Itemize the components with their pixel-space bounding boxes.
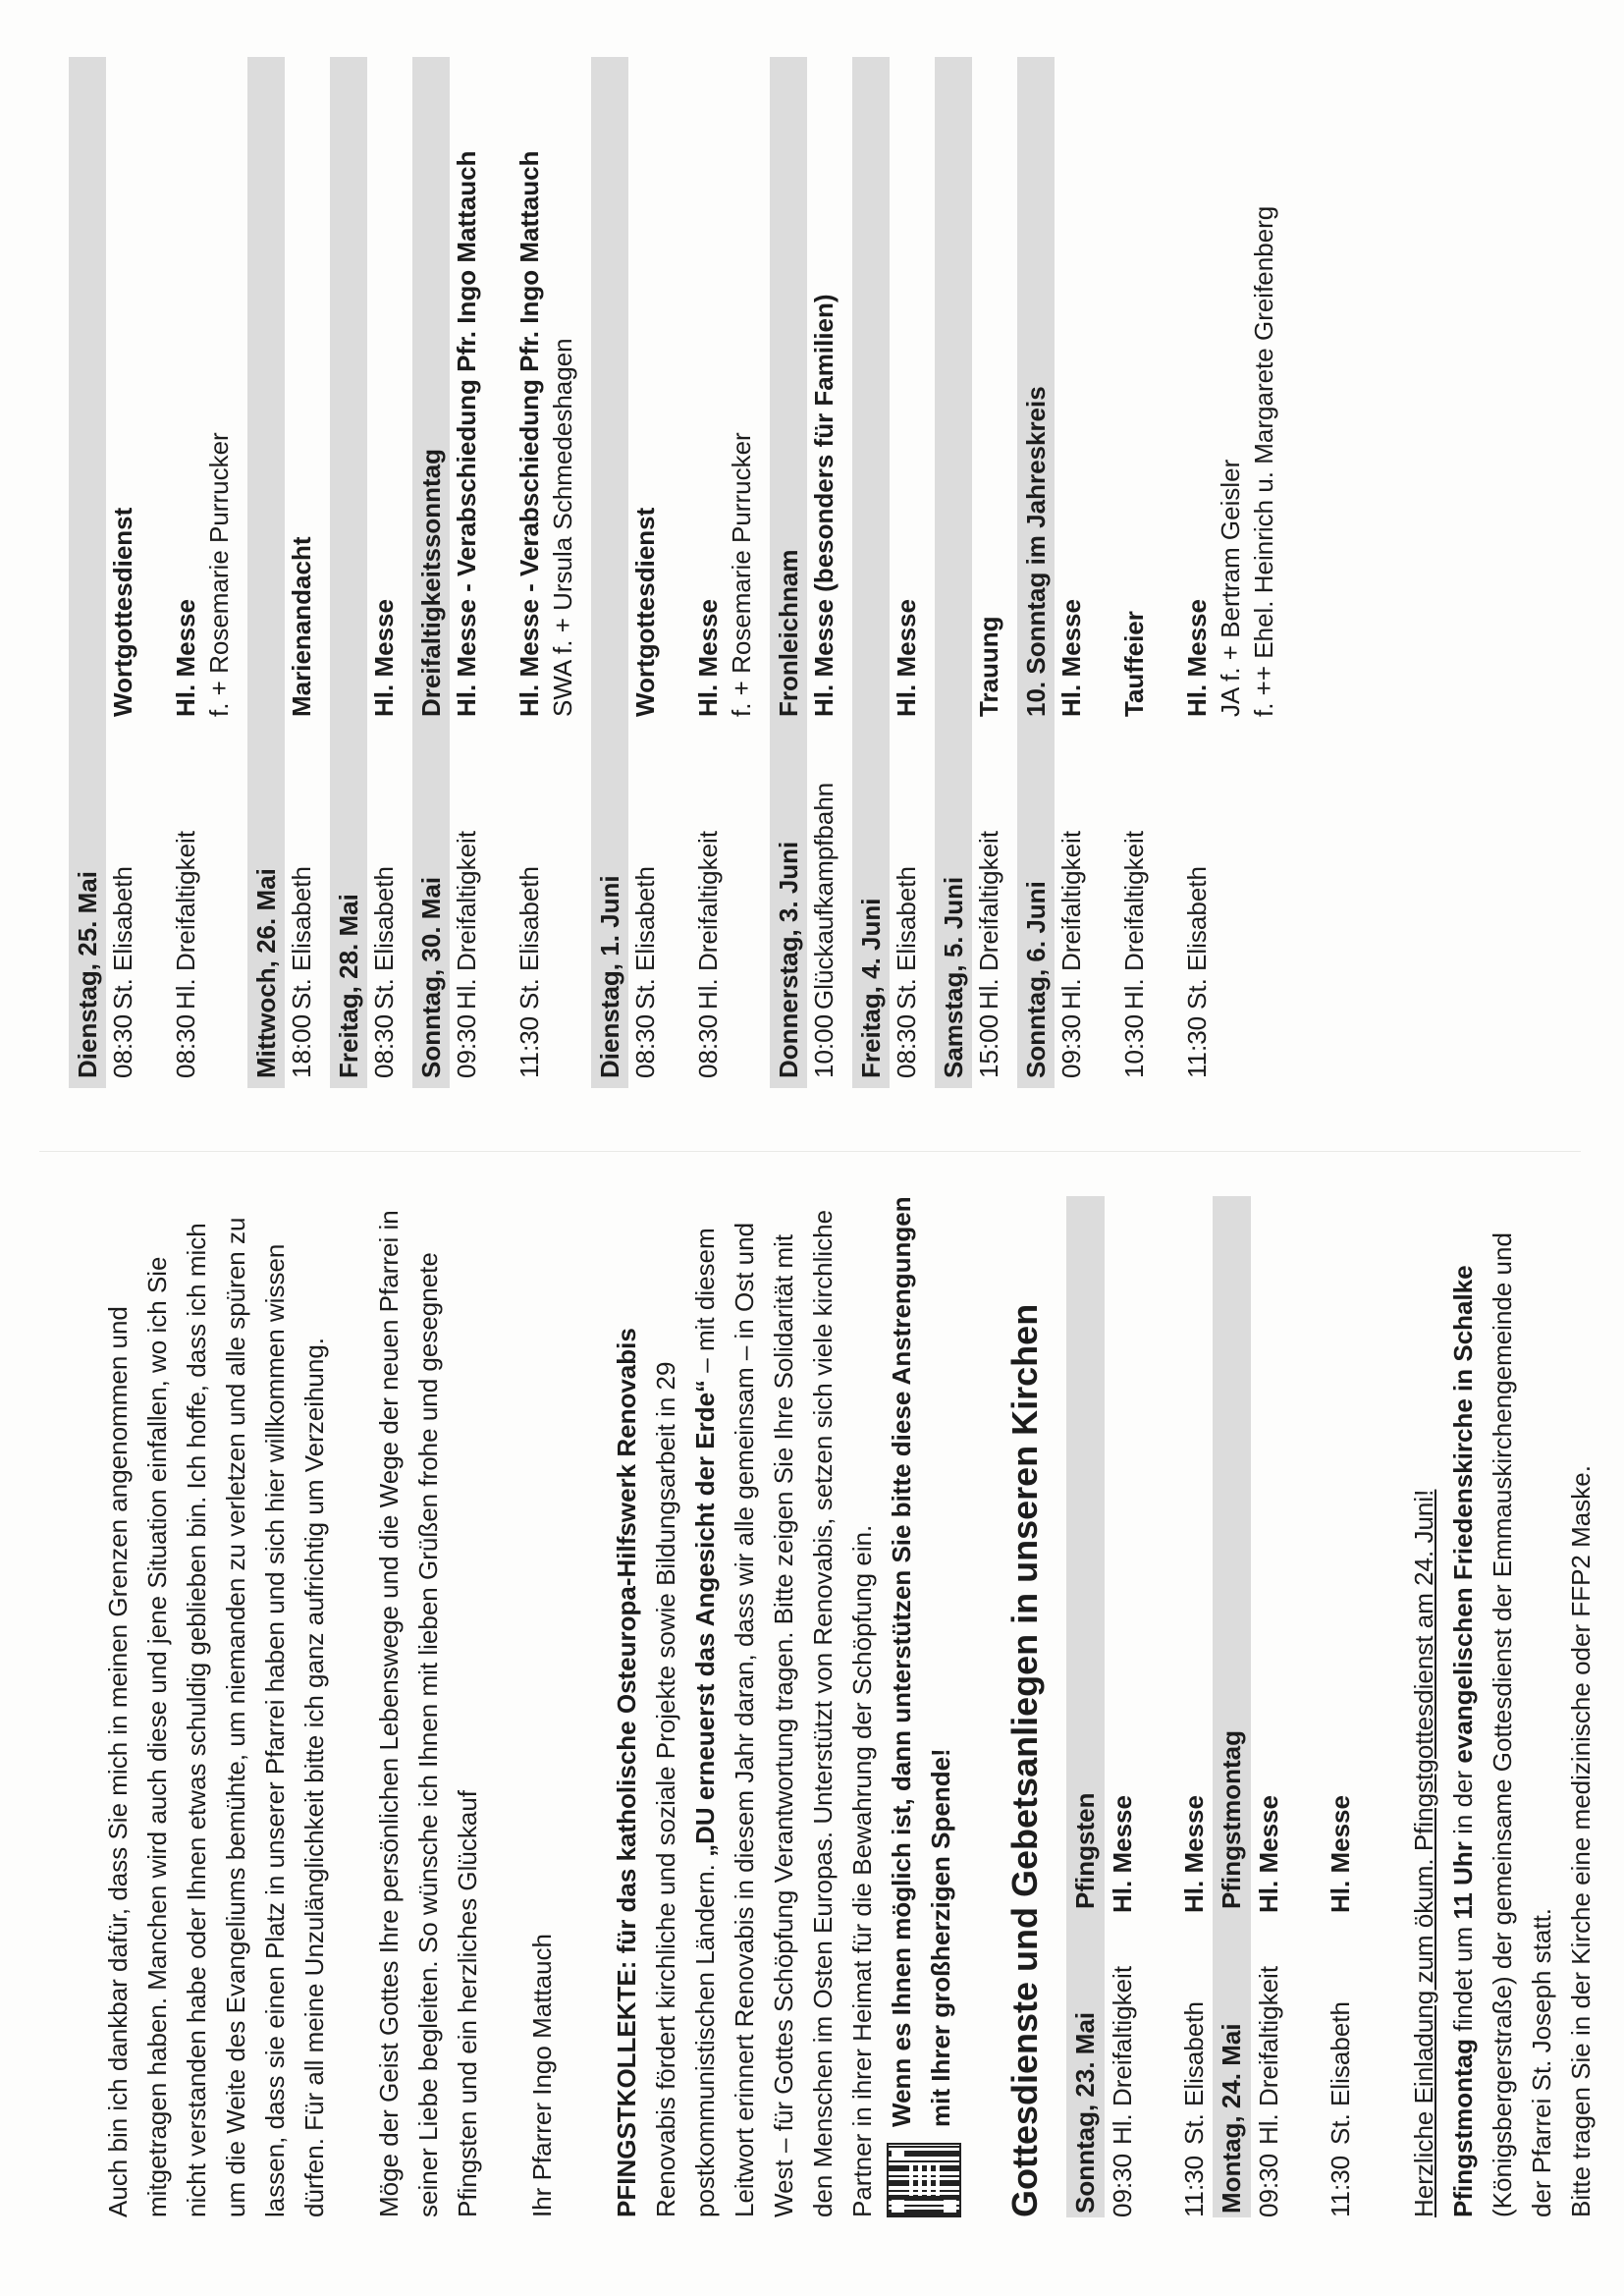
day-date: Samstag, 5. Juni	[939, 876, 968, 1078]
kollekte-heading: PFINGSTKOLLEKTE: für das katholische Osteuropa-Hilfswerk Renovabis	[612, 1328, 641, 2217]
schedule-day-header	[591, 57, 628, 1088]
service-place: St. Elisabeth	[514, 866, 544, 1010]
schedule-day-header	[1017, 57, 1055, 1088]
schedule-service-row	[1105, 1196, 1141, 2217]
schedule-service-row	[450, 57, 483, 1088]
service-time: 08:30	[108, 1013, 137, 1078]
service-details	[691, 432, 758, 717]
service-time: 15:00	[974, 1013, 1003, 1078]
service-name: Hl. Messe	[1254, 1795, 1283, 1913]
service-name: Hl. Messe	[171, 599, 200, 717]
invite-text-a: findet um	[1448, 1919, 1478, 2039]
letter-signature: Ihr Pfarrer Ingo Mattauch	[527, 1933, 557, 2217]
service-name: Hl. Messe	[1182, 599, 1212, 717]
schedule-service-row	[169, 57, 236, 1088]
schedule-service-row	[513, 57, 579, 1088]
schedule-day-header	[330, 57, 367, 1088]
service-place: Hl. Dreifaltigkeit	[1108, 1965, 1137, 2145]
service-gap	[662, 57, 691, 1088]
schedule-day-row	[1066, 1196, 1105, 2217]
service-time: 09:30	[1056, 1013, 1086, 1078]
service-time: 11:30	[1179, 2155, 1209, 2217]
service-gap	[1151, 57, 1180, 1088]
invite-headline: Herzliche Einladung zum ökum. Pfingstgottesdienst am 24. Juni!	[1409, 1489, 1438, 2217]
service-time: 09:30	[1108, 2153, 1137, 2217]
day-occasion: Dreifaltigkeitssonntag	[416, 448, 446, 717]
day-date: Sonntag, 6. Juni	[1021, 881, 1051, 1078]
day-occasion: 10. Sonntag im Jahreskreis	[1021, 386, 1051, 717]
service-place: St. Elisabeth	[1326, 2001, 1355, 2145]
day-date: Mittwoch, 26. Mai	[251, 868, 281, 1078]
service-details	[513, 151, 579, 717]
service-name: Hl. Messe (besonders für Familien)	[809, 294, 839, 717]
schedule-service-row	[106, 57, 139, 1088]
service-name: Hl. Messe	[693, 599, 723, 717]
service-place: St. Elisabeth	[1182, 866, 1212, 1010]
schedule-service-row	[972, 57, 1005, 1088]
qr-code-icon[interactable]	[887, 2143, 961, 2217]
service-details	[972, 616, 1005, 717]
service-details	[807, 294, 840, 717]
day-occasion: Pfingsten	[1066, 1196, 1105, 1913]
kollekte-appeal-block	[882, 1196, 960, 2217]
schedule-day	[852, 57, 923, 1088]
service-details	[1055, 599, 1088, 717]
service-details	[367, 599, 401, 717]
service-place: St. Elisabeth	[369, 866, 399, 1010]
service-name: Hl. Messe - Verabschiedung Pfr. Ingo Mattauch	[452, 150, 481, 717]
service-intention: f. + Rosemarie Purrucker	[727, 432, 756, 717]
letter-column	[98, 1196, 1600, 2217]
day-date: Freitag, 4. Juni	[856, 898, 886, 1078]
kollekte-motto: „DU erneuerst das Angesicht der Erde“	[690, 1379, 720, 1857]
invite-body	[1443, 1196, 1561, 2217]
service-name: Hl. Messe	[369, 599, 399, 717]
service-place: Hl. Dreifaltigkeit	[1056, 830, 1086, 1010]
service-name: Hl. Messe	[1179, 1795, 1209, 1913]
invite-day: Pfingstmontag	[1448, 2039, 1478, 2217]
service-name: Hl. Messe	[1326, 1795, 1355, 1913]
schedule-service-row	[628, 57, 662, 1088]
service-gap	[483, 57, 513, 1088]
schedule-day-header	[935, 57, 972, 1088]
service-name: Hl. Messe	[1108, 1795, 1137, 1913]
service-name: Hl. Messe	[892, 599, 921, 717]
service-name: Marienandacht	[287, 536, 316, 717]
kollekte-text-a: Renovabis fördert kirchliche und soziale Projekte sowie Bildungsarbeit in 29 postkommunistischen Ländern.	[651, 1361, 720, 2217]
schedule-service-row	[1117, 57, 1151, 1088]
schedule-day	[935, 57, 1005, 1088]
invite-time: 11 Uhr	[1448, 1841, 1478, 1920]
day-date: Dienstag, 25. Mai	[73, 871, 102, 1078]
schedule-service-row	[1251, 1196, 1287, 2217]
day-date: Sonntag, 23. Mai	[1066, 1913, 1105, 2217]
invite-location: evangelischen Friedenskirche in Schalke	[1448, 1265, 1478, 1764]
invite-mask-note: Bitte tragen Sie in der Kirche eine medizinische oder FFP2 Maske.	[1566, 1465, 1596, 2217]
schedule-day-header	[852, 57, 890, 1088]
schedule-day	[1017, 57, 1280, 1088]
service-time: 18:00	[287, 1013, 316, 1078]
page-fold-divider	[39, 1151, 1581, 1152]
service-place: St. Elisabeth	[1179, 2001, 1209, 2145]
service-time: 11:30	[1182, 1015, 1212, 1078]
schedule-day	[330, 57, 401, 1088]
day-date: Montag, 24. Mai	[1213, 1913, 1251, 2217]
day-date: Donnerstag, 3. Juni	[774, 841, 803, 1078]
service-place: Hl. Dreifaltigkeit	[693, 830, 723, 1010]
kollekte-block	[607, 1196, 882, 2217]
schedule-service-row	[1180, 57, 1280, 1088]
service-intention: SWA f. + Ursula Schmedeshagen	[548, 338, 577, 717]
service-place: Hl. Dreifaltigkeit	[171, 830, 200, 1010]
service-time: 08:30	[171, 1013, 200, 1078]
gap-cell	[1287, 2145, 1323, 2217]
service-time: 08:30	[892, 1013, 921, 1078]
schedule-service-row	[1055, 57, 1088, 1088]
service-details	[106, 508, 139, 717]
day-date: Sonntag, 30. Mai	[416, 876, 446, 1078]
kollekte-text-b: – mit diesem Leitwort erinnert Renovabis in diesem Jahr daran, dass wir alle gemeinsam – in Ost und West – für Gottes Schöpfung Verantwortung tragen. Bitte zeigen Sie Ihre Solidarität mit den Menschen im Osten Europas. Unterstützt von Renovabis, setzen sich viele kirchliche Partner in ihrer Heimat für die Bewahrung der Schöpfung ein.	[690, 1209, 877, 2217]
service-gap	[1287, 1196, 1323, 2217]
ecumenical-invite	[1404, 1196, 1600, 2217]
service-details	[1117, 611, 1151, 717]
service-intention: f. + Rosemarie Purrucker	[204, 432, 234, 717]
schedule-service-row	[890, 57, 923, 1088]
day-date: Freitag, 28. Mai	[334, 894, 363, 1078]
service-details	[628, 508, 662, 717]
service-time: 11:30	[514, 1015, 544, 1078]
left-schedule-table	[1066, 1196, 1359, 2217]
service-gap	[139, 57, 169, 1088]
service-details	[169, 432, 236, 717]
service-name: Tauffeier	[1119, 611, 1149, 717]
day-occasion: Pfingstmontag	[1213, 1196, 1251, 1913]
service-place: St. Elisabeth	[287, 866, 316, 1010]
service-place: St. Elisabeth	[630, 866, 660, 1010]
service-time: 08:30	[630, 1013, 660, 1078]
schedule-column	[69, 57, 1292, 1088]
service-place: Hl. Dreifaltigkeit	[974, 830, 1003, 1010]
service-place: Hl. Dreifaltigkeit	[1119, 830, 1149, 1010]
gap-cell	[1141, 2145, 1176, 2217]
schedule-service-row	[367, 57, 401, 1088]
service-details	[450, 151, 483, 717]
service-place: Hl. Dreifaltigkeit	[452, 830, 481, 1010]
schedule-day	[247, 57, 318, 1088]
service-gap	[1088, 57, 1117, 1088]
schedule-day	[770, 57, 840, 1088]
service-name: Hl. Messe	[1056, 599, 1086, 717]
service-place: Glückaufkampfbahn	[809, 782, 839, 1010]
schedule-service-row	[807, 57, 840, 1088]
service-place: Hl. Dreifaltigkeit	[1254, 1965, 1283, 2145]
schedule-service-row	[691, 57, 758, 1088]
service-gap	[1141, 1196, 1176, 2217]
section-title: Gottesdienste und Gebetsanliegen in unseren Kirchen	[1004, 1303, 1045, 2217]
service-name: Hl. Messe - Verabschiedung Pfr. Ingo Mattauch	[514, 150, 544, 717]
invite-text-b: in der	[1448, 1763, 1478, 1842]
schedule-service-row	[1176, 1196, 1213, 2217]
schedule-service-row	[285, 57, 318, 1088]
service-details	[285, 537, 318, 718]
service-place: St. Elisabeth	[108, 866, 137, 1010]
day-occasion: Fronleichnam	[774, 549, 803, 717]
service-details	[1180, 206, 1280, 717]
invite-text-c: (Königsbergerstraße) der gemeinsame Gottesdienst der Emmauskirchengemeinde und der Pfarrei St. Joseph statt.	[1488, 1232, 1556, 2217]
letter-paragraph-1: Auch bin ich dankbar dafür, dass Sie mich in meinen Grenzen angenommen und mitgetragen haben. Manchen wird auch diese und jene Situation einfallen, wo ich Sie nicht verstanden habe oder Ihnen etwas schuldig geblieben bin. Ich hoffe, dass ich mich um die Weite des Evangeliums bemühte, um niemanden zu verletzen und alle spüren zu lassen, dass sie einen Platz in unserer Pfarrei haben und sich hier willkommen wissen dürfen. Für all meine Unzulänglichkeit bitte ich ganz aufrichtig um Verzeihung.	[103, 1217, 329, 2217]
letter-paragraph-2: Möge der Geist Gottes Ihre persönlichen Lebenswege und die Wege der neuen Pfarrei in seiner Liebe begleiten. So wünsche ich Ihnen mit lieben Grüßen frohe und gesegnete Pfingsten und ein herzliches Glückauf	[374, 1210, 482, 2217]
service-time: 09:30	[452, 1013, 481, 1078]
service-name: Trauung	[974, 616, 1003, 717]
schedule-day	[412, 57, 579, 1088]
service-place: St. Elisabeth	[892, 866, 921, 1010]
service-intention: JA f. + Bertram Geisler	[1216, 459, 1245, 717]
service-details	[890, 599, 923, 717]
kollekte-appeal: Wenn es Ihnen möglich ist, dann unterstützen Sie bitte diese Anstrengungen mit Ihrer großherzigen Spende!	[887, 1196, 955, 2127]
service-time: 10:00	[809, 1013, 839, 1078]
service-time: 10:30	[1119, 1013, 1149, 1078]
schedule-day-header	[770, 57, 807, 1088]
schedule-day	[69, 57, 236, 1088]
service-intention: f. ++ Ehel. Heinrich u. Margarete Greifenberg	[1249, 205, 1278, 717]
schedule-day-row	[1213, 1196, 1251, 2217]
schedule-service-row	[1323, 1196, 1359, 2217]
schedule-day-header	[412, 57, 450, 1088]
service-time: 08:30	[369, 1013, 399, 1078]
schedule-day-header	[247, 57, 285, 1088]
schedule-day	[591, 57, 758, 1088]
service-time: 09:30	[1254, 2153, 1283, 2217]
service-name: Wortgottesdienst	[108, 507, 137, 717]
service-time: 11:30	[1326, 2155, 1355, 2217]
service-name: Wortgottesdienst	[630, 507, 660, 717]
day-date: Dienstag, 1. Juni	[595, 875, 624, 1078]
service-time: 08:30	[693, 1013, 723, 1078]
schedule-day-header	[69, 57, 106, 1088]
